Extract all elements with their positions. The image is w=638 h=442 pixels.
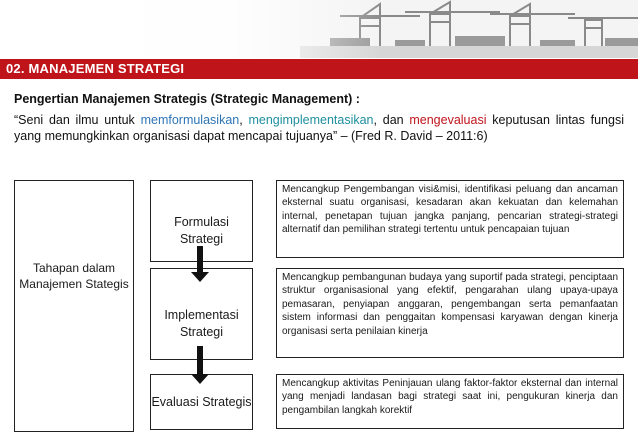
phase-label-formulation: Formulasi Strategi [174,215,229,246]
description-box-implementation: Mencangkup pembangunan budaya yang suportif pada strategi, penciptaan struktur organisasional yang efektif, pengarahan ulang upaya-upaya pemasaran, penyiapan anggaran, pengembangan serta pemanfaatan sistem informasi dan penggaitan kompensasi karyawan dengan kinerja organisasi serta penilaian kinerja [276,268,624,358]
arrow-down-icon [194,246,206,282]
section-title-bar: 02. MANAJEMEN STRATEGI [0,59,638,79]
phase-label-evaluation: Evaluasi Strategis [151,394,252,409]
quote-separator-1: , [239,113,249,127]
quote-part-2: keputusan lintas fungsi yang memungkinkan organisasi dapat mencapai tujuanya” – (Fred R. David – 2011:6) [14,113,624,143]
main-stage-box [14,180,134,432]
arrow-down-icon [194,346,206,384]
term-formulate: memformulasikan [140,113,240,127]
quote-part-1: “Seni dan ilmu untuk [14,113,141,127]
definition-quote [14,112,624,144]
definition-heading: Pengertian Manajemen Strategis (Strategic Management) : [14,92,360,106]
quote-separator-2: , dan [373,113,410,127]
description-box-evaluation: Mencangkup aktivitas Peninjauan ulang faktor-faktor eksternal dan internal yang menjadi landasan bagi strategi saat ini, pengukuran kinerja dan pengambilan langkah korektif [276,374,624,429]
header-port-cranes-image [0,0,638,58]
description-box-formulation: Mencangkup Pengembangan visi&misi, identifikasi peluang dan ancaman eksternal suatu organisasi, kesadaran akan kekuatan dan kelemahan internal, penetapan tujuan jangka panjang, pencarian strategi-strategi alternatif dan pemilihan strategi tertentu untuk pencapaian tujuan [276,180,624,258]
term-implement: mengimplementasikan [248,113,374,127]
phase-label-implementation: Implementasi Strategi [164,308,239,339]
main-stage-label: Tahapan dalam Manajemen Stategis [19,261,129,291]
term-evaluate: mengevaluasi [409,113,487,127]
